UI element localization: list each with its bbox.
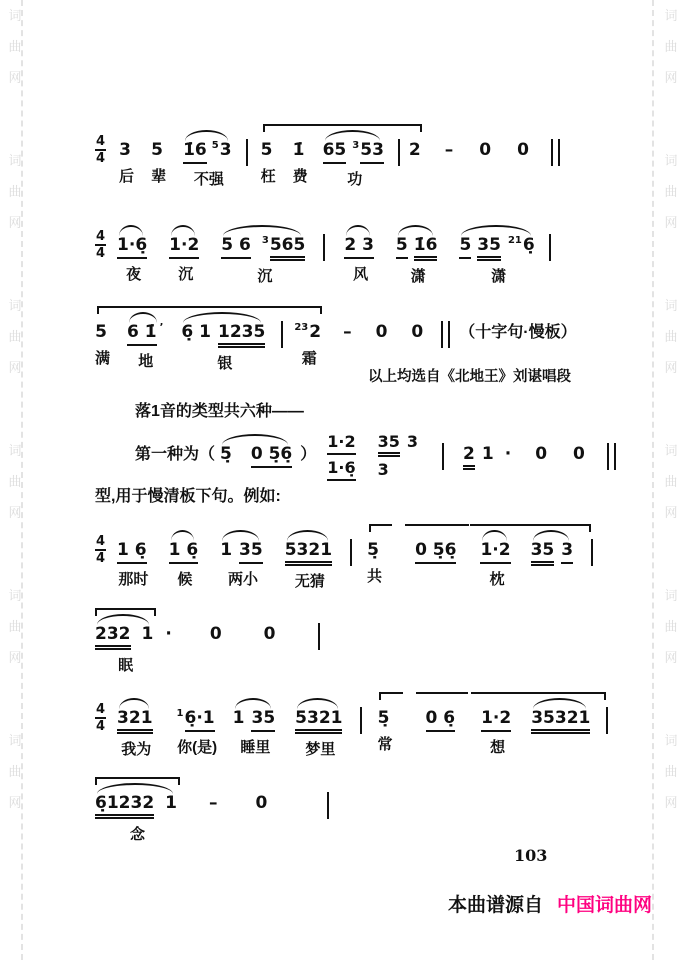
barline (281, 308, 283, 348)
lyric: 功 (347, 171, 363, 188)
watermark-character: 网 (664, 795, 678, 810)
lyric: 辈 (151, 168, 167, 185)
note-group (181, 308, 268, 373)
note-text: · (165, 624, 172, 644)
barline-mark (442, 443, 444, 470)
note-text (479, 126, 494, 161)
final-barline-mark (551, 139, 560, 166)
music-line-2 (95, 221, 556, 286)
note-group (285, 526, 335, 591)
inline-label (459, 308, 576, 343)
note-group (183, 126, 234, 189)
note-text: 0 6̣ (426, 708, 456, 732)
time-numerator: 4 (96, 229, 106, 244)
lyric: 梦里 (305, 741, 336, 758)
grace-note: 1 (176, 708, 184, 719)
note-text: 1 (232, 708, 245, 728)
note-text: 5 (459, 235, 471, 259)
note-text (573, 430, 588, 465)
note-group (323, 126, 387, 189)
grace-note: 3 (352, 140, 360, 151)
note-text: 3 (406, 432, 419, 451)
note-text: 6̣1232 (95, 793, 154, 819)
note-text: 1̇6 (414, 235, 438, 261)
barline (246, 126, 248, 166)
note-text (209, 779, 221, 814)
time-signature-fraction (95, 526, 106, 565)
note-text: 5 (151, 140, 163, 160)
note-text: 0 (535, 444, 548, 464)
watermark-character: 曲 (664, 39, 678, 54)
lyric: 地 (138, 353, 154, 370)
note-text: 1·6̣ (117, 235, 147, 259)
barline-mark (549, 234, 551, 261)
note-group (95, 779, 180, 844)
lyric: 沉 (178, 266, 194, 283)
note-group (264, 610, 279, 645)
note-text: 321 (117, 708, 153, 734)
barline-mark (606, 707, 608, 734)
barline (318, 610, 320, 650)
barline-mark (246, 139, 248, 166)
note-text: 35321 (531, 708, 590, 734)
note-text: 1 6̣ (117, 540, 147, 564)
lyric: 夜 (126, 266, 142, 283)
watermark-character: 词 (8, 443, 22, 458)
note-group (445, 126, 457, 161)
watermark-character: 曲 (664, 619, 678, 634)
note-text: 2 3 (344, 235, 374, 259)
note-text (376, 308, 391, 343)
barline (606, 694, 608, 734)
note-text (463, 430, 514, 470)
lyric: 潇 (410, 268, 426, 285)
note-text (445, 126, 457, 161)
note-text: 6̣·1 (185, 708, 215, 732)
note-text: 3 (377, 460, 389, 479)
lyric: 满 (95, 350, 111, 367)
watermark-character: 曲 (8, 184, 22, 199)
watermark-character: 词 (664, 153, 678, 168)
note-text: 35 (477, 235, 501, 261)
note-text: 35 (531, 540, 555, 566)
source-brand: 中国词曲网 (557, 895, 653, 916)
lyric: 常 (377, 736, 393, 753)
dashed-rule-right (652, 0, 654, 960)
note-text: 0 (517, 140, 529, 160)
watermark-character: 词 (8, 298, 22, 313)
note-text: 5̣ (367, 540, 379, 560)
note-text: 1235 (218, 322, 265, 348)
note-text: 0 (479, 140, 492, 160)
note-text (210, 610, 225, 645)
barline-mark (591, 539, 593, 566)
note-text: 1·2 (169, 235, 199, 259)
watermark-character: 网 (8, 215, 22, 230)
note-text: 3 (561, 540, 573, 564)
note-group (377, 694, 392, 754)
variant-top (378, 432, 421, 457)
note-text: 1 (481, 444, 494, 464)
note-group (256, 779, 271, 814)
time-denominator: 4 (96, 151, 106, 166)
lyric: 念 (129, 826, 145, 843)
phrase-bracket (399, 124, 422, 132)
watermark-character: 词 (8, 153, 22, 168)
note-text: 1̇6 (183, 140, 207, 164)
music-line-5 (95, 526, 598, 591)
note-group (517, 126, 532, 161)
lyric: 枕 (489, 571, 505, 588)
final-barline (607, 430, 616, 470)
time-signature (95, 126, 108, 165)
watermark-character: 网 (664, 505, 678, 520)
barline-mark (281, 321, 283, 348)
watermark-character: 网 (664, 215, 678, 230)
barline-mark (350, 539, 352, 566)
watermark-character: 网 (664, 650, 678, 665)
time-signature (95, 694, 108, 733)
time-signature (95, 221, 108, 260)
lyric: 那时 (118, 571, 149, 588)
note-group (531, 694, 593, 734)
time-numerator: 4 (96, 702, 106, 717)
note-group (127, 308, 164, 371)
grace-note: 21 (507, 235, 522, 246)
note-text: 0 (255, 793, 268, 813)
note-group (220, 526, 266, 589)
label-text: 第一种为（ (135, 446, 216, 463)
lyric: 无猜 (294, 573, 325, 590)
note-text: 5321 (285, 540, 332, 566)
note-text (165, 610, 174, 645)
lyric: 共 (367, 568, 383, 585)
note-group (95, 610, 156, 675)
note-group (119, 126, 134, 186)
note-group (463, 430, 514, 470)
lyric: 睡里 (240, 739, 271, 756)
phrase-bracket (596, 692, 606, 700)
watermark-character: 词 (664, 588, 678, 603)
watermark-character: 词 (8, 733, 22, 748)
phrase-bracket (471, 692, 524, 700)
note-text: 6̣ 1 (181, 322, 211, 342)
section-heading: 落1音的类型共六种—— (135, 403, 304, 420)
time-denominator: 4 (96, 719, 106, 734)
barline-mark (318, 623, 320, 650)
note-text: 2 (463, 444, 475, 470)
grace-note: 5 (211, 140, 219, 151)
note-group (165, 610, 174, 645)
watermark-character: 网 (664, 70, 678, 85)
inline-label (135, 430, 215, 465)
lyric: 潇 (491, 268, 507, 285)
barline (327, 779, 329, 819)
lyric: 候 (177, 571, 193, 588)
note-text: 1 (220, 540, 233, 560)
variant-bottom (378, 460, 392, 480)
note-group (294, 308, 324, 368)
barline (549, 221, 551, 261)
variant-stack (327, 430, 358, 481)
watermark-character: 词 (664, 443, 678, 458)
music-line-3 (95, 308, 582, 373)
barline (591, 526, 593, 566)
note-group (344, 221, 377, 284)
note-group (396, 221, 441, 286)
note-text: 35 (239, 540, 263, 564)
note-text (411, 308, 426, 343)
note-text (177, 694, 218, 732)
note-text (151, 126, 166, 161)
note-group (409, 126, 424, 161)
phrase-bracket (581, 524, 591, 532)
barline (323, 221, 325, 261)
note-group (459, 221, 537, 286)
watermark-character: 网 (8, 70, 22, 85)
barline-mark (398, 139, 400, 166)
note-text: · (504, 444, 512, 464)
note-group (480, 526, 513, 589)
note-text: 1·2 (327, 432, 355, 455)
grace-note: 3 (261, 235, 269, 246)
barline-mark (323, 234, 325, 261)
note-text: 53 (360, 140, 384, 164)
note-text: 5321 (295, 708, 342, 734)
note-text: 6 1̇ (127, 322, 157, 346)
note-text: 5 (260, 140, 273, 160)
watermark-character: 曲 (8, 39, 22, 54)
lyric: 我为 (121, 741, 152, 758)
note-text: 565 (270, 235, 306, 261)
note-group (367, 526, 382, 586)
lyric: 霜 (301, 350, 317, 367)
note-group (233, 694, 279, 757)
final-barline-mark (607, 443, 616, 470)
paragraph-text: 型,用于慢清板下句。例如: (95, 488, 281, 505)
note-group (220, 430, 295, 468)
phrase-bracket (284, 306, 322, 314)
note-group (221, 221, 308, 286)
note-text (343, 308, 355, 343)
note-group (117, 221, 150, 284)
watermark-character: 词 (8, 588, 22, 603)
barline (360, 694, 362, 734)
label-text: （十字句·慢板） (459, 324, 577, 341)
note-text (517, 126, 532, 161)
barline-mark (360, 707, 362, 734)
note-text: 35 (251, 708, 275, 732)
music-line-1 (95, 126, 565, 189)
watermark-character: 曲 (664, 764, 678, 779)
lyric: 后 (119, 168, 135, 185)
stacked-variants (327, 430, 358, 481)
phrase-bracket (416, 692, 469, 700)
watermark-character: 网 (8, 650, 22, 665)
watermark-character: 曲 (664, 184, 678, 199)
final-barline (441, 308, 450, 348)
label-text: ） (300, 446, 317, 463)
note-text: 5̣ (220, 444, 232, 464)
barline-mark (327, 792, 329, 819)
grace-note: 23 (294, 322, 309, 333)
final-barline-mark (441, 321, 450, 348)
lyric: 枉 (260, 168, 276, 185)
note-text: 1·2 (481, 708, 511, 732)
watermark-column-left (2, 6, 28, 960)
note-text: 5 (95, 322, 107, 342)
note-group (415, 526, 459, 564)
note-text: – (343, 322, 352, 342)
time-denominator: 4 (96, 246, 106, 261)
note-group (210, 610, 225, 645)
time-signature-fraction (95, 221, 106, 260)
note-text: 5 6 (221, 235, 251, 259)
watermark-character: 曲 (664, 474, 678, 489)
watermark-column-right (658, 6, 680, 960)
attribution-note: 以上均选自《北地王》刘谌唱段 (368, 369, 571, 385)
note-text: 6̣ (522, 235, 535, 255)
note-group (209, 779, 221, 814)
stacked-variants (378, 430, 421, 480)
barline (442, 430, 444, 470)
lyric: 眠 (118, 657, 134, 674)
note-group (343, 308, 355, 343)
music-line-8 (95, 779, 334, 844)
note-group (411, 308, 426, 343)
watermark-character: 曲 (8, 764, 22, 779)
note-group (117, 694, 156, 759)
final-barline (551, 126, 560, 166)
watermark-character: 网 (664, 360, 678, 375)
phrase-bracket (405, 524, 469, 532)
note-text: 65 (323, 140, 347, 164)
lyric: 两小 (227, 571, 258, 588)
note-group (177, 694, 218, 757)
note-group (376, 308, 391, 343)
watermark-character: 曲 (664, 329, 678, 344)
lyric: 费 (292, 168, 308, 185)
note-text: 5 (396, 235, 408, 259)
time-numerator: 4 (96, 534, 106, 549)
note-text: 0 5̣6̣ (415, 540, 456, 564)
note-text: 0 (375, 322, 388, 342)
phrase-bracket (369, 524, 392, 532)
note-text (535, 430, 550, 465)
lyric: 不强 (193, 171, 224, 188)
note-text: 0 (411, 322, 424, 342)
note-group (426, 694, 459, 732)
source-note (448, 890, 652, 917)
note-group (481, 694, 514, 757)
note-group (95, 308, 110, 368)
note-group (169, 526, 202, 589)
note-text (119, 126, 134, 161)
music-line-7 (95, 694, 613, 759)
note-text: 3 (119, 140, 131, 160)
note-group (261, 126, 276, 186)
watermark-character: 网 (8, 505, 22, 520)
note-text (256, 779, 271, 814)
grace-note: ’ (159, 322, 164, 333)
note-text: 35 (378, 432, 400, 457)
watermark-character: 词 (664, 733, 678, 748)
note-group (573, 430, 588, 465)
note-group (535, 430, 550, 465)
note-text: – (444, 140, 454, 160)
note-text: 1 (165, 793, 177, 813)
note-text: 0 (209, 624, 222, 644)
note-group (169, 221, 202, 284)
note-text: 1 6̣ (169, 540, 199, 564)
lyric: 银 (217, 355, 233, 372)
lyric: 沉 (257, 268, 273, 285)
note-text: 1̇ (292, 140, 305, 160)
note-text: 232 (95, 624, 131, 650)
variant-bottom (327, 458, 358, 481)
lyric: 想 (490, 739, 506, 756)
source-prefix: 本曲谱源自 (448, 895, 544, 916)
note-text: 1 (141, 624, 154, 644)
time-signature (95, 526, 108, 565)
barline (350, 526, 352, 566)
note-text: 1·6̣ (327, 458, 355, 481)
page-number: 103 (514, 846, 548, 865)
phrase-bracket (379, 692, 402, 700)
variant-stack (378, 430, 421, 480)
music-line-4 (135, 430, 621, 481)
lyric: 你(是) (177, 739, 218, 756)
watermark-character: 曲 (8, 329, 22, 344)
watermark-character: 词 (664, 8, 678, 23)
note-text: 2 (408, 140, 421, 160)
time-signature-fraction (95, 126, 106, 165)
barline (398, 126, 400, 166)
note-text: 0 5̣6̣ (251, 444, 292, 468)
note-text: 0 (263, 624, 276, 644)
note-text (117, 526, 150, 564)
note-text: 5̣ (377, 708, 390, 728)
watermark-character: 网 (8, 795, 22, 810)
note-group (117, 526, 150, 589)
lyric: 风 (353, 266, 369, 283)
note-text: 3 (219, 140, 232, 160)
note-text: 1·2 (480, 540, 510, 564)
note-text: – (209, 793, 218, 813)
time-numerator: 4 (96, 134, 106, 149)
time-signature-fraction (95, 694, 106, 733)
note-text: 2 (309, 322, 322, 342)
note-text: 0 (573, 444, 585, 464)
watermark-character: 网 (8, 360, 22, 375)
variant-top (327, 432, 358, 455)
watermark-character: 词 (664, 298, 678, 313)
watermark-character: 曲 (8, 619, 22, 634)
watermark-character: 曲 (8, 474, 22, 489)
note-group (151, 126, 166, 186)
note-text (264, 610, 279, 645)
note-group (531, 526, 577, 566)
note-group (479, 126, 494, 161)
note-group (293, 126, 308, 186)
watermark-character: 词 (8, 8, 22, 23)
note-group (295, 694, 345, 759)
inline-label (300, 430, 316, 465)
music-line-6 (95, 610, 325, 675)
time-denominator: 4 (96, 551, 106, 566)
